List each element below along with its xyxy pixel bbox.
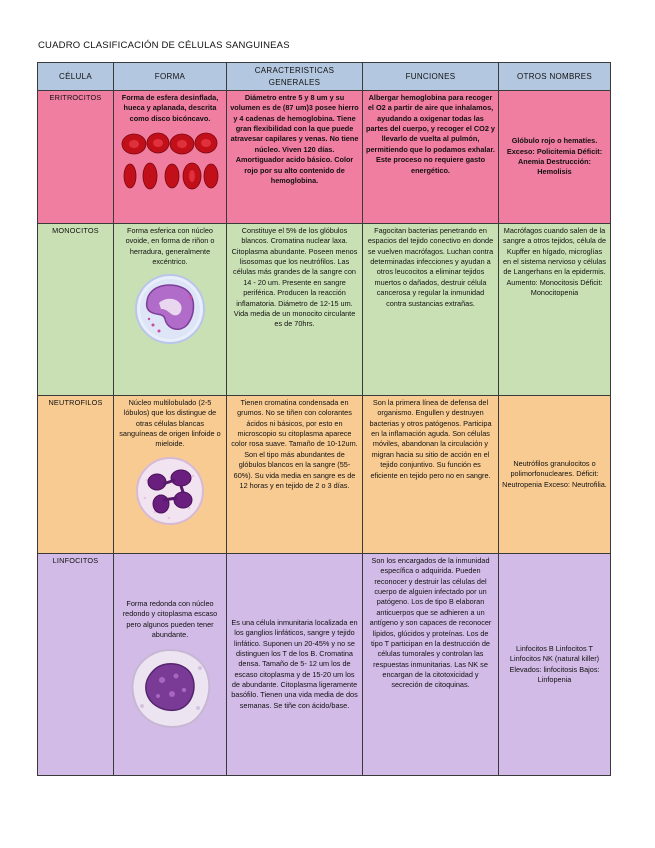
cell-forma-text: Forma de esfera desinflada, hueca y aplanada, descrita como disco bicóncavo.: [121, 93, 219, 123]
cell-forma: [114, 554, 227, 776]
document-title: CUADRO CLASIFICACIÓN DE CÉLULAS SANGUINEAS: [38, 40, 290, 51]
table-row-linfocitos: [38, 554, 611, 776]
cell-forma-text: Forma redonda con núcleo redondo y citoplasma escaso pero algunos pueden tener abundante.: [122, 598, 218, 639]
cell-forma-text: Forma esferica con núcleo ovoide, en forma de riñon o herradura, generalmente excéntrico.: [125, 226, 215, 267]
header-funciones: FUNCIONES: [363, 63, 499, 91]
neutrophil-illustration: [133, 456, 207, 526]
cell-caracteristicas: Tienen cromatina condensada en grumos. No se tiñen con colorantes ácidos ni básicos, por esto en microscopio su citoplasma aparece color rosa suave. Tamaño de 10-12um. Son el tipo más abundantes de glóbulos blancos en la sangre (55-60%). Su vida media en sangre es de 12 horas y en tejido de 2 o 3 días.: [227, 396, 363, 554]
cell-name: NEUTROFILOS: [38, 396, 114, 554]
blood-cells-table: [37, 62, 611, 776]
monocyte-illustration: [131, 273, 209, 345]
cell-name: ERITROCITOS: [38, 91, 114, 224]
table-row-neutrofilos: [38, 396, 611, 554]
cell-forma: [114, 396, 227, 554]
table-row-monocitos: [38, 224, 611, 396]
cell-funciones: Son la primera línea de defensa del organismo. Engullen y destruyen bacterias y otros patógenos. Participa en la inflamación aguda. Son células móviles, abandonan la circulación y migran hacia su sitio de acción en el tejido conjuntivo. Su función es eficiente en tejido pero no en sangre.: [363, 396, 499, 554]
cell-caracteristicas: Es una célula inmunitaria localizada en los ganglios linfáticos, sangre y tejido linfático. Suponen un 20-45% y no se distinguen los T de los B. Cromatina densa. Tamaño de 5- 12 um los de escaso citoplasma y de 15-20 um los de abundante. Citoplasma ligeramente basófilo. Tienen una vida media de dos semanas. Se tiñe con ácido/base.: [227, 554, 363, 776]
cell-funciones: Son los encargados de la inmunidad específica o adquirida. Pueden reconocer y destruir las células del cuerpo de alguien infectado por un patógeno. Los de tipo B elaboran anticuerpos que se adhieren a un antígeno y son capaces de reconocer lípidos, glúcidos y proteínas. Los de tipo T participan en la destrucción de células tumorales y controlan las respuestas inmunitarias. Las NK se encargan de la citotoxicidad y secreción de citoquinas.: [363, 554, 499, 776]
cell-otros-nombres: Macrófagos cuando salen de la sangre a otros tejidos, célula de Kupffer en hígado, microglías en el sistema nervioso y células de Langerhans en la epidermis. Aumento: Monocitosis Déficit: Monocitopenia: [499, 224, 611, 396]
table-row-eritrocitos: [38, 91, 611, 224]
cell-otros-nombres: Neutrófilos granulocitos o polimorfonucleares. Déficit: Neutropenia Exceso: Neutrofilia.: [499, 396, 611, 554]
cell-forma-text: Núcleo multilobulado (2-5 lóbulos) que los distingue de otras células blancas sanguíneas de origen linfoide o mieloide.: [119, 398, 221, 449]
header-celula: CÉLULA: [38, 63, 114, 91]
cell-forma: [114, 91, 227, 224]
header-forma: FORMA: [114, 63, 227, 91]
cell-otros-nombres: Glóbulo rojo o hematíes. Exceso: Policitemia Déficit: Anemia Destrucción: Hemolisis: [499, 91, 611, 224]
cell-caracteristicas: Diámetro entre 5 y 8 um y su volumen es de (87 um)3 posee hierro y 4 cadenas de hemoglobina. Tiene gran flexibilidad con la que puede atravesar capilares y venas. No tiene núcleo. Viven 120 días. Amortiguador acido básico. Color rojo por su alto contenido de hemoglobina.: [227, 91, 363, 224]
cell-name: LINFOCITOS: [38, 554, 114, 776]
cell-funciones: Albergar hemoglobina para recoger el O2 a partir de aire que inhalamos, ayudando a oxigenar todas las partes del cuerpo, y recoger el CO2 y llevarlo de vuelta al pulmón, permitiendo que lo podamos exhalar. Este proceso no requiere gasto energético.: [363, 91, 499, 224]
cell-name: MONOCITOS: [38, 224, 114, 396]
erythrocytes-illustration: [120, 130, 220, 192]
header-otros-nombres: OTROS NOMBRES: [499, 63, 611, 91]
table-header-row: [38, 63, 611, 91]
cell-forma: [114, 224, 227, 396]
cell-funciones: Fagocitan bacterias penetrando en espacios del tejido conectivo en donde se vuelven macrófagos. Luchan contra determinadas infecciones y ayudan a otros leucocitos a eliminar tejidos muertos o dañados, destruir célula cancerosa y regular la inmunidad contra sustancias extrañas.: [363, 224, 499, 396]
cell-otros-nombres: Linfocitos B Linfocitos T Linfocitos NK (natural killer) Elevados: linfocitosis Bajos: Linfopenia: [499, 554, 611, 776]
lymphocyte-illustration: [128, 646, 212, 730]
cell-caracteristicas: Constituye el 5% de los glóbulos blancos. Cromatina nuclear laxa. Citoplasma abundante. Poseen menos lisosomas que los neutrófilos. Las células más grandes de la sangre con 14 - 20 um. Presente en sangre periférica. Producen la reacción inflamatoria. Diámetro de 12-15 um. Vida media de un monocito circulante es de 70hrs.: [227, 224, 363, 396]
header-caracteristicas: CARACTERISTICAS GENERALES: [227, 63, 363, 91]
